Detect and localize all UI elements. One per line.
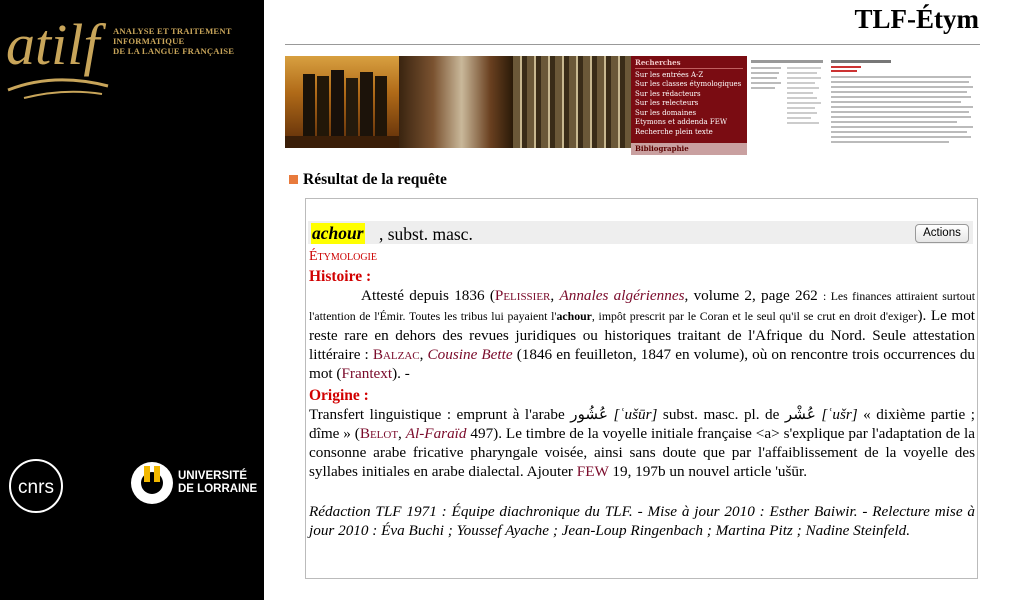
bullet-square-icon	[289, 175, 298, 184]
dictionary-volumes-picture	[285, 56, 399, 148]
menu-item[interactable]: Sur les classes étymologiques	[635, 80, 742, 88]
banner-books-image	[285, 56, 399, 148]
headword: achour	[312, 223, 364, 243]
universite-lorraine-text	[178, 470, 257, 496]
menu-heading: Recherches	[635, 58, 743, 69]
cnrs-text: cnrs	[18, 477, 54, 498]
histoire-paragraph: Attesté depuis 1836 (Pelissier, Annales algériennes, volume 2, page 262 : Les finances attiraient surtout l'attention de l'Émir. Toutes les tribus lui payaient l'achour, impôt prescrit par le Coran et le seul qu'il se crut en droit d'exiger). Le mot reste rare en dehors des revues juridiques ou historiques traitant de l'Afrique du Nord. Seule attestation littéraire : Balzac, Cousine Bette (1846 en feuilleton, 1847 en volume), où on rencontre trois occurrences du mot (Frantext). -	[309, 287, 976, 382]
arabic-etymon: عُشْر	[784, 406, 816, 423]
transliteration: [ʿušūr]	[608, 406, 658, 423]
sidebar	[0, 0, 264, 600]
work-link[interactable]: Al-Faraïd	[405, 425, 467, 442]
entry-box	[305, 198, 978, 579]
work-link[interactable]: Annales algériennes	[559, 287, 685, 304]
menu-item[interactable]: Sur les rédacteurs	[635, 89, 701, 98]
page-title: TLF-Étym	[854, 4, 979, 34]
grammatical-category: , subst. masc.	[379, 224, 473, 244]
histoire-heading: Histoire :	[309, 268, 372, 285]
origine-heading: Origine :	[309, 387, 369, 404]
few-link[interactable]: FEW	[576, 463, 609, 480]
origine-paragraph: Transfert linguistique : emprunt à l'arabe عُشُور [ʿušūr] subst. masc. pl. de عُشْر [ʿušr] « dixième partie ; dîme » (Belot, Al-Faraïd 497). Le timbre de la voyelle initiale française <a> s'explique par l'adaptation de la consonne arabe fricative pharyngale voisée, ainsi sans doute que par l'affaiblissement de la voyelle des syllabes initiales en arabe dialectal. Ajouter FEW 19, 197b un nouvel article 'ušūr.	[309, 406, 975, 480]
redaction-credits: Rédaction TLF 1971 : Équipe diachronique du TLF. - Mise à jour 2010 : Esther Baiwir. - Relecture mise à jour 2010 : Éva Buchi ; Youssef Ayache ; Jean-Loup Ringenbach ; Martina Pitz ; Nadine Steinfeld.	[309, 503, 975, 539]
banner-library-image	[399, 56, 513, 148]
title-divider	[285, 44, 980, 45]
menu-item[interactable]: Recherche plein texte	[635, 127, 713, 136]
logo-wordmark: atilf	[6, 12, 100, 77]
article-thumbnail	[829, 58, 976, 146]
result-heading-text: Résultat de la requête	[303, 171, 447, 188]
logo-line: INFORMATIQUE	[113, 36, 185, 46]
frantext-link[interactable]: Frantext	[341, 365, 393, 382]
cnrs-logo[interactable]	[6, 456, 66, 516]
arabic-etymon: عُشُور	[570, 406, 609, 423]
logo-line: DE LA LANGUE FRANÇAISE	[113, 46, 235, 56]
atilf-logo[interactable]	[4, 2, 112, 104]
banner-classes-screenshot	[747, 56, 827, 148]
author-link[interactable]: Pelissier	[494, 287, 551, 304]
banner-article-screenshot	[827, 56, 978, 148]
banner-archive-image	[513, 56, 631, 148]
entry-header	[308, 221, 973, 244]
actions-button[interactable]: Actions	[915, 224, 969, 243]
quotation: : Les finances attiraient surtout l'attention de l'Émir. Toutes les tribus lui payaient l'achour, impôt prescrit par le Coran et le seul qu'il se crut en droit d'exiger	[309, 289, 975, 323]
author-link[interactable]: Balzac	[372, 346, 420, 363]
etymologie-heading: Étymologie	[309, 249, 377, 264]
menu-bibliography[interactable]: Bibliographie	[631, 143, 747, 155]
menu-item[interactable]: Sur les entrées A-Z	[635, 70, 704, 79]
banner	[285, 56, 978, 153]
ul-line: UNIVERSITÉ	[178, 470, 248, 482]
work-link[interactable]: Cousine Bette	[427, 346, 513, 363]
transliteration: [ʿušr]	[815, 406, 858, 423]
entry-content	[309, 249, 975, 540]
result-heading	[289, 171, 447, 189]
ul-line: DE LORRAINE	[178, 483, 258, 495]
menu-item[interactable]: Etymons et addenda FEW	[635, 118, 728, 126]
menu-item[interactable]: Sur les domaines	[635, 108, 697, 117]
author-link[interactable]: Belot	[359, 425, 399, 442]
menu-item[interactable]: Sur les relecteurs	[635, 99, 699, 107]
banner-search-menu	[631, 56, 747, 153]
classes-thumbnail	[749, 58, 825, 146]
logo-tagline	[113, 26, 261, 56]
main-content	[264, 0, 1019, 600]
logo-line: ANALYSE ET TRAITEMENT	[113, 26, 232, 36]
